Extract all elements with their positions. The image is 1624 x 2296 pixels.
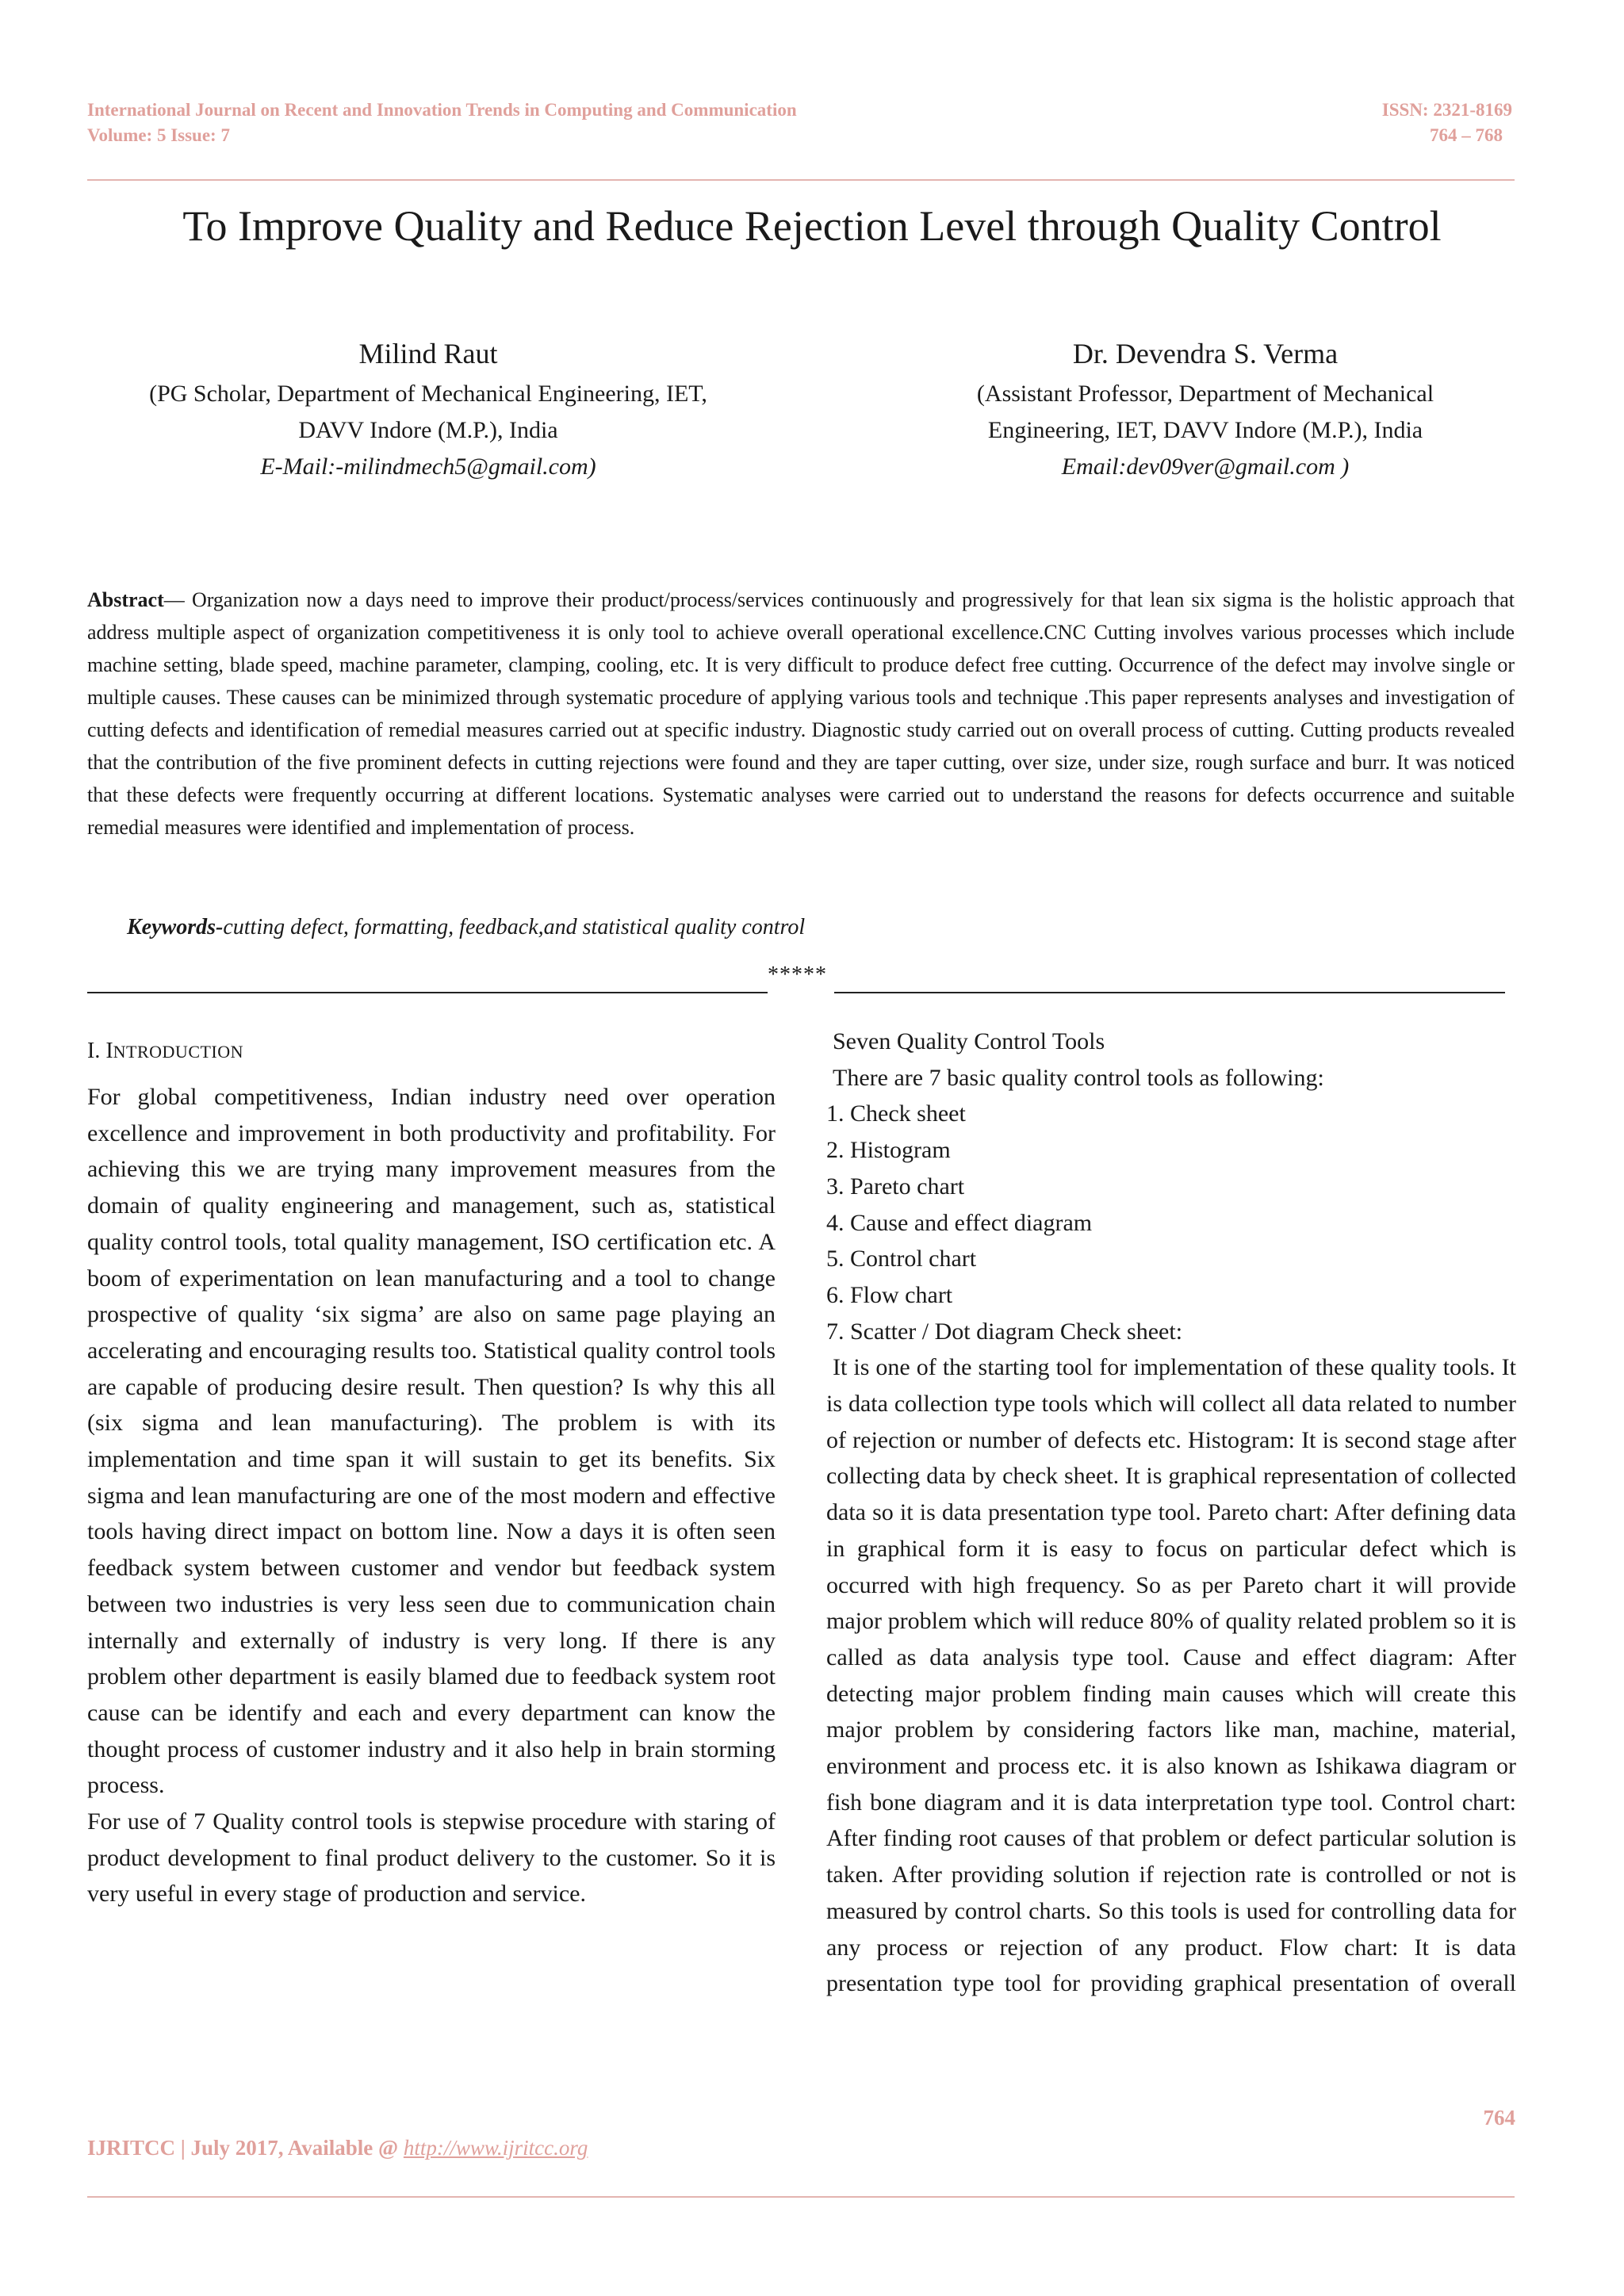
page-range: 764 – 768 [1430,125,1503,145]
footer-link[interactable]: http://www.ijritcc.org [403,2136,588,2160]
paper-title: To Improve Quality and Reduce Rejection Level through Quality Control [182,202,1442,250]
abstract [87,584,1515,844]
author-name: Dr. Devendra S. Verma [1072,338,1339,369]
footer [87,2136,588,2160]
section-heading-introduction: I. INTRODUCTION [87,1039,244,1063]
footer-text: IJRITCC | July 2017, Available @ [87,2136,404,2160]
separator-rule-right [834,992,1505,993]
right-column [826,1024,1516,2002]
issn: ISSN: 2321-8169 [1381,100,1512,120]
tools-intro: There are 7 basic quality control tools as following: [833,1064,1324,1091]
list-item: 7. Scatter / Dot diagram Check sheet: [826,1318,1183,1345]
keywords-label: Keywords- [127,915,224,939]
separator-rule-left [87,992,768,993]
page-number: 764 [1483,2106,1515,2130]
author-affiliation: Engineering, IET, DAVV Indore (M.P.), India [987,417,1423,443]
author-block-2 [864,331,1546,485]
list-item: 2. Histogram [826,1137,951,1164]
list-item: 3. Pareto chart [826,1173,965,1200]
header-rule [87,179,1515,181]
author-affiliation: DAVV Indore (M.P.), India [298,417,558,443]
author-block-1 [87,331,769,485]
keywords-text: cutting defect, formatting, feedback,and statistical quality control [223,915,806,939]
abstract-dash: — [163,588,192,611]
list-item: 5. Control chart [826,1246,977,1272]
tools-paragraph: It is one of the starting tool for implementation of these quality tools. It is data collection type tools which will collect all data related to number of rejection or number of defects etc. Histogram: It is second stage after collecting data by check sheet. It is graphical representation of collected data so it is data presentation type tool. Pareto chart: After defining data in graphical form it is easy to focus on particular defect which is occurred with high frequency. So as per Pareto chart it will provide major problem which will reduce 80% of quality related problem so it is called as data analysis type tool. Cause and effect diagram: After detecting major problem finding main causes which will create this major problem by considering factors like man, machine, material, environment and process etc. it is also known as Ishikawa diagram or fish bone diagram and it is data interpretation type tool. Control chart: After finding root causes of that problem or defect particular solution is taken. After providing solution if rejection rate is controlled or not is measured by control charts. So this tools is used for controlling data for any process or rejection of any product. Flow chart: It is data presentation type tool for providing graphical presentation of overall [826,1354,1516,1997]
author-affiliation: (Assistant Professor, Department of Mechanical [976,381,1434,407]
author-name: Milind Raut [358,338,498,369]
intro-paragraph-1: For global competitiveness, Indian industry need over operation excellence and improvement in both productivity and profitability. For achieving this we are trying many improvement measures from the domain of quality engineering and management, such as, statistical quality control tools, total quality management, ISO certification etc. A boom of experimentation on lean manufacturing and a tool to change prospective of quality ‘six sigma’ are also on same page playing an accelerating and encouraging results too. Statistical quality control tools are capable of producing desire result. Then question? Is why this all (six sigma and lean manufacturing). The problem is with its implementation and time span it will sustain to get its benefits. Six sigma and lean manufacturing are one of the most modern and effective tools having direct impact on bottom line. Now a days it is often seen feedback system between customer and vendor but feedback system between two industries is very less seen due to communication chain internally and externally of industry is very long. If there is any problem other department is easily blamed due to feedback system root cause can be identify and each and every department can know the thought process of customer industry and it also help in brain storming process. [87,1084,776,1799]
author-email: Email:dev09ver@gmail.com ) [1061,453,1350,480]
intro-paragraph-2: For use of 7 Quality control tools is stepwise procedure with staring of product development to final product delivery to the customer. So it is very useful in every stage of production and service. [87,1808,776,1908]
author-affiliation: (PG Scholar, Department of Mechanical Engineering, IET, [149,381,707,407]
tools-heading: Seven Quality Control Tools [833,1028,1105,1054]
author-email: E-Mail:-milindmech5@gmail.com) [260,453,596,480]
keywords [127,912,805,943]
footer-rule [87,2196,1515,2198]
list-item: 4. Cause and effect diagram [826,1209,1093,1236]
list-item: 6. Flow chart [826,1281,953,1308]
abstract-label: Abstract [87,588,164,611]
left-column [87,1035,776,1912]
separator-stars: ***** [768,962,827,987]
abstract-text: Organization now a days need to improve their product/process/services continuously and progressively for that lean six sigma is the holistic approach that address multiple aspect of organization competitiveness it is only tool to achieve overall operational excellence.CNC Cutting involves various processes which include machine setting, blade speed, machine parameter, clamping, cooling, etc. It is very difficult to produce defect free cutting. Occurrence of the defect may involve single or multiple causes. These causes can be minimized through systematic procedure of applying various tools and technique .This paper represents analyses and investigation of cutting defects and identification of remedial measures carried out at specific industry. Diagnostic study carried out on overall process of cutting. Cutting products revealed that the contribution of the five prominent defects in cutting rejections were found and they are taper cutting, over size, under size, rough surface and burr. It was noticed that these defects were frequently occurring at different locations. Systematic analyses were carried out to understand the reasons for defects occurrence and suitable remedial measures were identified and implementation of process. [87,588,1515,839]
journal-name: International Journal on Recent and Innovation Trends in Computing and Communication [87,100,797,120]
volume-issue: Volume: 5 Issue: 7 [87,125,230,145]
list-item: 1. Check sheet [826,1100,966,1127]
